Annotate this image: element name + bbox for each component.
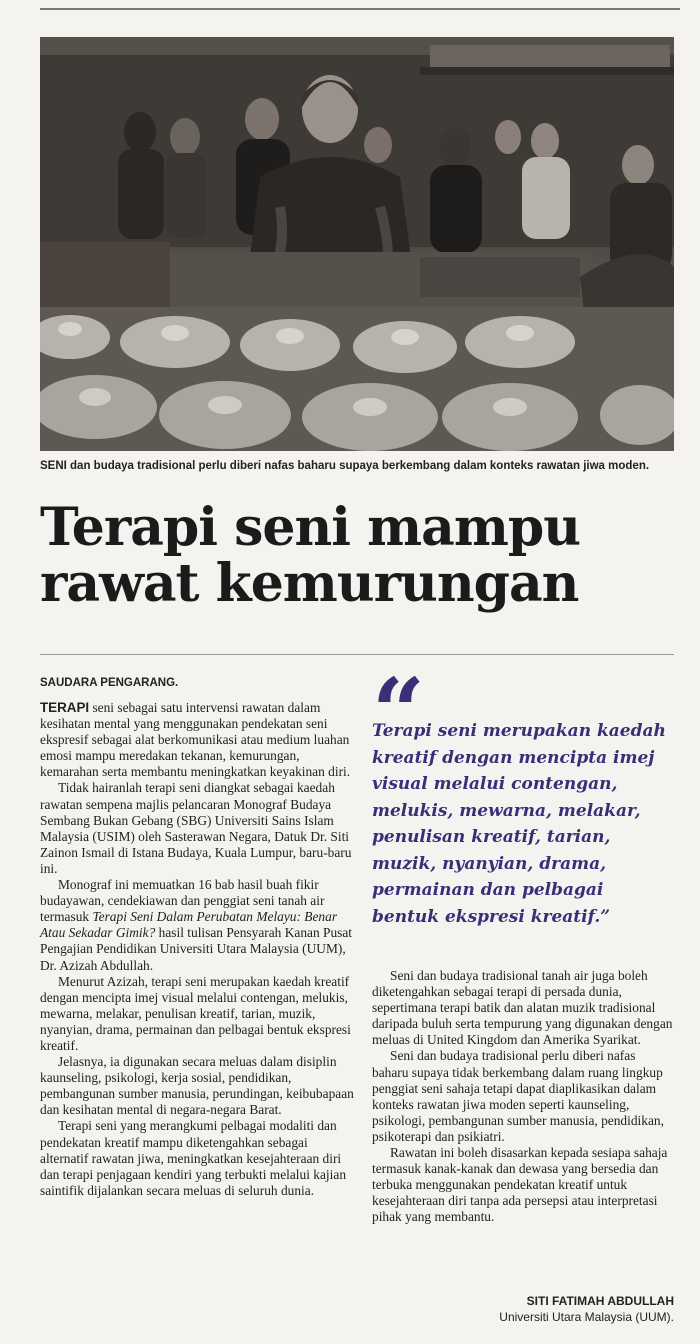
monograph-chapter-title: Terapi Seni Dalam Perubatan Melayu: Benar Atau Sekadar Gimik? bbox=[40, 909, 338, 941]
paragraph-8: Seni dan budaya tradisional perlu diberi nafas baharu supaya tidak berkembang dalam ruang lingkup penggiat seni sahaja tetapi dapat diaplikasikan dalam konteks rawatan jiwa moden seperti kaunseling, psikologi, pembangunan sumber manusia, pendidikan, psikoterapi dan psikiatri. bbox=[372, 1048, 664, 1144]
paragraph-3 bbox=[40, 877, 355, 974]
quote-mark-icon: “ bbox=[372, 658, 425, 766]
photo-caption: SENI dan budaya tradisional perlu diberi nafas baharu supaya berkembang dalam konteks rawatan jiwa moden. bbox=[40, 460, 650, 472]
paragraph-1-text: seni sebagai satu intervensi rawatan dalam kesihatan mental yang menggunakan pendekatan seni ekspresif sebagai alat berkomunikasi atau medium luahan emosi mampu meredakan tekanan, kemurungan, kemarahan serta membantu meningkatkan keyakinan diri. bbox=[40, 700, 351, 780]
headline-line-2: rawat kemurungan bbox=[40, 553, 579, 614]
article-column-left bbox=[40, 700, 355, 1199]
gamelan-performers-image bbox=[40, 37, 674, 451]
paragraph-1 bbox=[40, 700, 355, 780]
paragraph-2: Tidak hairanlah terapi seni diangkat sebagai kaedah rawatan sempena majlis pelancaran Monograf Budaya Sembang Bukan Gebang (SBG) Universiti Sains Islam Malaysia (USIM) oleh Sasterawan Negara, Datuk Dr. Siti Zainon Ismail di Istana Budaya, Kuala Lumpur, baru-baru ini. bbox=[40, 780, 352, 876]
top-rule bbox=[40, 8, 680, 10]
headline-rule bbox=[40, 654, 674, 655]
headline bbox=[40, 497, 680, 614]
pull-quote: Terapi seni merupakan kaedah kreatif dengan mencipta imej visual melalui contengan, melukis, mewarna, melakar, penulisan kreatif, tarian, muzik, nyanyian, drama, permainan dan pelbagai bentuk ekspresi kreatif.” bbox=[372, 721, 666, 927]
paragraph-4: Menurut Azizah, terapi seni merupakan kaedah kreatif dengan mencipta imej visual melalui contengan, melukis, mewarna, melakar, penulisan kreatif, tarian, muzik, nyanyian, drama, permainan dan pelbagai bentuk ekspresi kreatif. bbox=[40, 973, 351, 1053]
paragraph-6: Terapi seni yang merangkumi pelbagai modaliti dan pendekatan kreatif mampu diketengahkan sebagai alternatif rawatan jiwa, meningkatkan kesejahteraan diri dan terapi penjagaan kendiri yang terbukti melalui kajian saintifik dijalankan secara meluas di seluruh dunia. bbox=[40, 1118, 347, 1198]
article-column-right bbox=[372, 968, 674, 1226]
author-signature bbox=[499, 1293, 674, 1325]
paragraph-3-text-a: Monograf ini memuatkan 16 bab hasil buah fikir budayawan, cendekiawan dan penggiat seni tanah air termasuk bbox=[40, 877, 325, 925]
lead-word: TERAPI bbox=[40, 700, 90, 715]
section-byline: SAUDARA PENGARANG. bbox=[40, 677, 179, 689]
paragraph-3-text-b: hasil tulisan Pensyarah Kanan Pusat Pengajian Pendidikan Universiti Utara Malaysia (UUM), Dr. Azizah Abdullah. bbox=[40, 925, 353, 973]
headline-line-1: Terapi seni mampu bbox=[40, 497, 581, 558]
paragraph-5: Jelasnya, ia digunakan secara meluas dalam disiplin kaunseling, psikologi, kerja sosial, pendidikan, pembangunan sumber manusia, perundingan, keibubapaan dan kesihatan mental di negara-negara Barat. bbox=[40, 1054, 354, 1118]
article-photo bbox=[40, 37, 674, 451]
paragraph-9: Rawatan ini boleh disasarkan kepada sesiapa sahaja termasuk kanak-kanak dan dewasa yang bersedia dan terbuka menggunakan pendekatan kreatif untuk kesejahteraan diri tanpa ada persepsi atau interpretasi pihak yang membantu. bbox=[372, 1145, 668, 1225]
paragraph-7: Seni dan budaya tradisional tanah air juga boleh diketengahkan sebagai terapi di persada dunia, sepertimana terapi batik dan alatan muzik tradisional daripada buluh serta tempurung yang digunakan dengan meluas di United Kingdom dan Amerika Syarikat. bbox=[372, 968, 673, 1048]
author-affiliation: Universiti Utara Malaysia (UUM). bbox=[499, 1310, 674, 1324]
author-name: SITI FATIMAH ABDULLAH bbox=[526, 1294, 674, 1308]
